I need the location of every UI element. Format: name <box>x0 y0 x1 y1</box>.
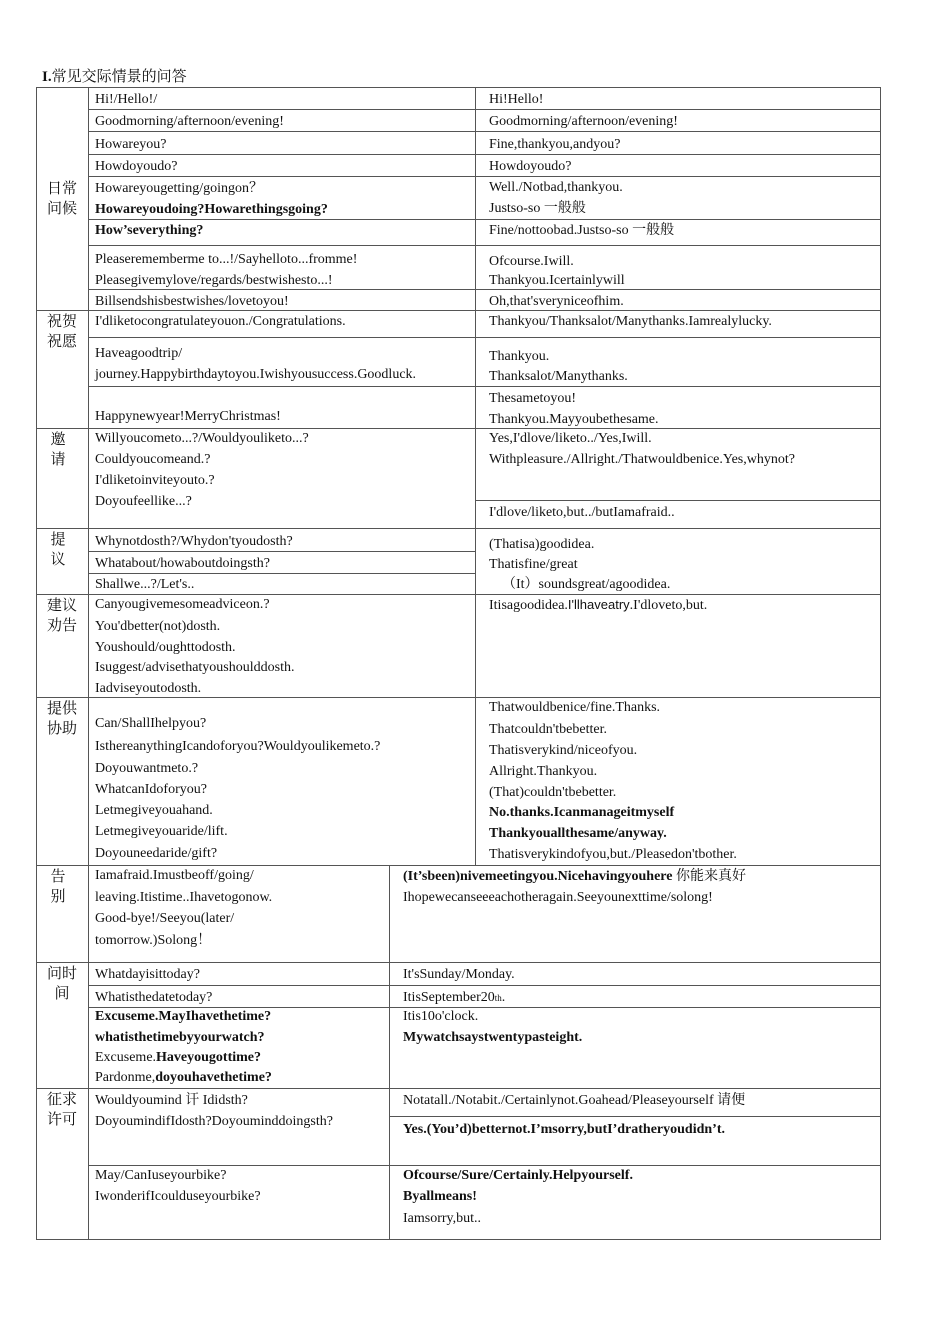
propose-answer: (Thatisa)goodidea. <box>489 537 595 552</box>
advice-question: Iadviseyoutodosth. <box>95 681 202 696</box>
time-question: Pardonme,doyouhavethetime? <box>95 1070 272 1085</box>
category-time: 问时 间 <box>46 964 77 1002</box>
advice-answer: Itisagoodidea.I'llhaveatry.I'dloveto,but. <box>489 597 708 613</box>
help-answer: Thatcouldn'tbebetter. <box>489 722 607 737</box>
time-question: Whatisthedatetoday? <box>95 990 213 1005</box>
permission-question: IwonderifIcoulduseyourbike? <box>95 1189 261 1204</box>
propose-answer: （It）soundsgreat/agoodidea. <box>502 577 671 592</box>
invite-question: Couldyoucomeand.? <box>95 452 211 467</box>
greet-question: Hi!/Hello!/ <box>95 92 158 107</box>
time-answer: Itis10o'clock. <box>403 1009 479 1024</box>
permission-answer: Iamsorry,but.. <box>403 1211 482 1226</box>
propose-question: Whatabout/howaboutdoingsth? <box>95 556 270 571</box>
greet-answer: Justso-so 一般般 <box>489 201 586 216</box>
wish-answer: Thesametoyou! <box>489 391 577 406</box>
help-answer: Allright.Thankyou. <box>489 764 598 779</box>
invite-answer: I'dlove/liketo,but../butIamafraid.. <box>489 505 675 520</box>
wish-answer: Thanksalot/Manythanks. <box>489 369 628 384</box>
category-invite: 邀 请 <box>50 430 66 468</box>
help-question: Can/ShallIhelpyou? <box>95 716 207 731</box>
greet-answer: Hi!Hello! <box>489 92 544 107</box>
wish-question: Haveagoodtrip/ <box>95 346 183 361</box>
invite-question: Willyoucometo...?/Wouldyouliketo...? <box>95 431 309 446</box>
advice-question: Isuggest/advisethatyoushoulddosth. <box>95 660 295 675</box>
time-question: whatisthetimebyyourwatch? <box>95 1030 265 1045</box>
invite-answer: Withpleasure./Allright./Thatwouldbenice.Yes,whynot? <box>489 452 795 467</box>
greet-question: Billsendshisbestwishes/lovetoyou! <box>95 294 289 309</box>
time-question: Whatdayisittoday? <box>95 967 200 982</box>
help-question: Letmegiveyouaride/lift. <box>95 824 228 839</box>
page-title: I.常见交际情景的问答 <box>42 69 187 85</box>
help-question: IsthereanythingIcandoforyou?Wouldyoulikemeto.? <box>95 739 381 754</box>
greet-question: Howareyou? <box>95 137 167 152</box>
greet-answer: Fine/nottoobad.Justso-so 一般般 <box>489 223 675 238</box>
farewell-question: Good-bye!/Seeyou(later/ <box>95 911 235 926</box>
permission-answer: Ofcourse/Sure/Certainly.Helpyourself. <box>403 1168 633 1183</box>
farewell-question: Iamafraid.Imustbeoff/going/ <box>95 868 254 883</box>
greet-question: Goodmorning/afternoon/evening! <box>95 114 284 129</box>
wish-question: journey.Happybirthdaytoyou.Iwishyousuccess.Goodluck. <box>95 367 417 382</box>
invite-question: I'dliketoinviteyouto.? <box>95 473 215 488</box>
help-answer: Thatwouldbenice/fine.Thanks. <box>489 700 661 715</box>
help-question: Doyouwantmeto.? <box>95 761 199 776</box>
permission-question: Wouldyoumind 讦 Ididsth? <box>95 1093 248 1108</box>
advice-question: Youshould/oughttodosth. <box>95 640 236 655</box>
help-answer: No.thanks.Icanmanageitmyself <box>489 805 675 820</box>
propose-question: Whynotdosth?/Whydon'tyoudosth? <box>95 534 293 549</box>
help-answer: Thatisverykindofyou,but./Pleasedon'tbother. <box>489 847 737 862</box>
help-answer: Thatisverykind/niceofyou. <box>489 743 638 758</box>
category-advice: 建议 劝告 <box>46 596 77 634</box>
invite-question: Doyoufeellike...? <box>95 494 192 509</box>
permission-answer: Byallmeans! <box>403 1189 477 1204</box>
permission-answer: Yes.(You’d)betternot.I’msorry,butI’dratheryoudidn’t. <box>403 1122 725 1137</box>
category-propose: 提 议 <box>50 530 66 568</box>
greet-question: Pleasegivemylove/regards/bestwishesto...! <box>95 273 333 288</box>
category-greeting: 日常 问候 <box>46 179 77 217</box>
greet-answer: Goodmorning/afternoon/evening! <box>489 114 678 129</box>
greet-question: Pleaserememberme to...!/Sayhelloto...fromme! <box>95 252 358 267</box>
farewell-question: leaving.Itistime..Ihavetogonow. <box>95 890 273 905</box>
time-answer: It'sSunday/Monday. <box>403 967 515 982</box>
greet-answer: Ofcourse.Iwill. <box>489 254 574 269</box>
category-help: 提供 协助 <box>46 699 77 737</box>
farewell-answer: (It’sbeen)nivemeetingyou.Nicehavingyouhere 你能来真好 <box>403 869 746 884</box>
wish-answer: Thankyou/Thanksalot/Manythanks.Iamrealylucky. <box>489 314 772 329</box>
help-question: Letmegiveyouahand. <box>95 803 213 818</box>
advice-question: Canyougivemesomeadviceon.? <box>95 597 270 612</box>
time-question: Excuseme.MayIhavethetime? <box>95 1009 272 1024</box>
propose-question: Shallwe...?/Let's.. <box>95 577 195 592</box>
wish-answer: Thankyou. <box>489 349 550 364</box>
category-farewell: 告 别 <box>50 867 66 905</box>
farewell-answer: Ihopewecanseeeachotheragain.Seeyounexttime/solong! <box>403 890 713 905</box>
time-answer: Mywatchsaystwentypasteight. <box>403 1030 583 1045</box>
category-wishes: 祝贺 祝愿 <box>46 312 77 350</box>
greet-answer: Thankyou.Icertainlywill <box>489 273 625 288</box>
time-answer: ItisSeptember20th. <box>403 990 506 1005</box>
advice-question: You'dbetter(not)dosth. <box>95 619 221 634</box>
wish-question: I'dliketocongratulateyouon./Congratulations. <box>95 314 346 329</box>
help-question: Doyouneedaride/gift? <box>95 846 218 861</box>
greet-answer: Oh,that'sveryniceofhim. <box>489 294 624 309</box>
invite-answer: Yes,I'dlove/liketo../Yes,Iwill. <box>489 431 652 446</box>
greet-question: How’severything? <box>95 223 204 238</box>
greet-answer: Howdoyoudo? <box>489 159 572 174</box>
permission-question: May/CanIuseyourbike? <box>95 1168 227 1183</box>
greet-question: Howareyougetting/goingon？ <box>95 181 263 196</box>
category-permission: 征求 许可 <box>46 1090 77 1128</box>
propose-answer: Thatisfine/great <box>489 557 578 572</box>
wish-question: Happynewyear!MerryChristmas! <box>95 409 281 424</box>
time-question: Excuseme.Haveyougottime? <box>95 1050 262 1065</box>
greet-answer: Fine,thankyou,andyou? <box>489 137 621 152</box>
greet-question: Howdoyoudo? <box>95 159 178 174</box>
help-question: WhatcanIdoforyou? <box>95 782 207 797</box>
permission-question: DoyoumindifIdosth?Doyouminddoingsth? <box>95 1114 333 1129</box>
permission-answer: Notatall./Notabit./Certainlynot.Goahead/Pleaseyourself 请便 <box>403 1093 746 1108</box>
help-answer: Thankyouallthesame/anyway. <box>489 826 667 841</box>
greet-answer: Well./Notbad,thankyou. <box>489 180 623 195</box>
wish-answer: Thankyou.Mayyoubethesame. <box>489 412 659 427</box>
farewell-question: tomorrow.)Solong！ <box>95 933 212 948</box>
help-answer: (That)couldn'tbebetter. <box>489 785 617 800</box>
greet-question: Howareyoudoing?Howarethingsgoing? <box>95 202 328 217</box>
